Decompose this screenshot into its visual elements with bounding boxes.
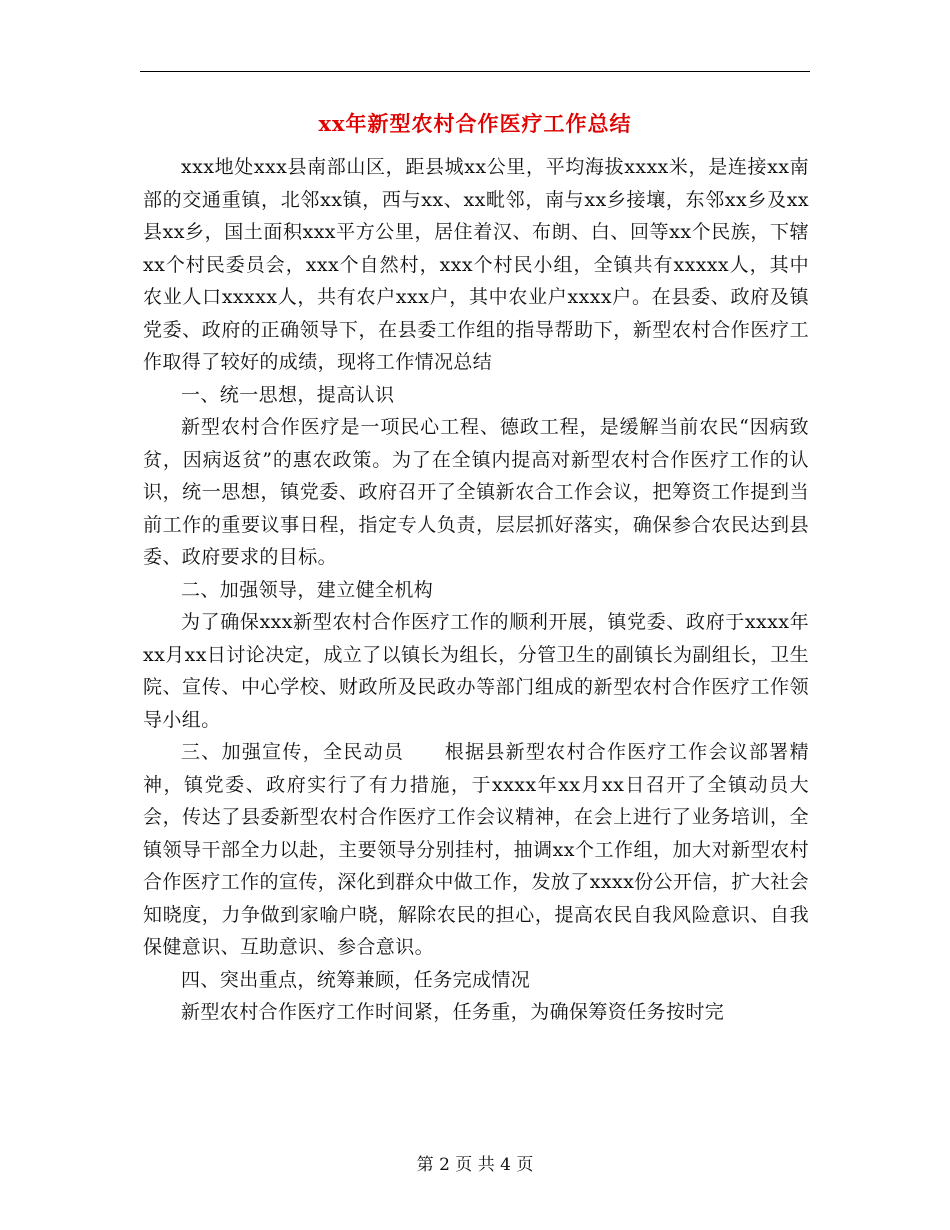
section-heading-2: 二、加强领导，建立健全机构: [181, 578, 434, 601]
section-paragraph-1: 新型农村合作医疗是一项民心工程、德政工程，是缓解当前农民“因病致贫，因病返贫”的惠农政策。为了在全镇内提高对新型农村合作医疗工作的认识，统一思想，镇党委、政府召开了全镇新农合工作会议，把筹资工作提到当前工作的重要议事日程，指定专人负责，层层抓好落实，确保参合农民达到县委、政府要求的目标。: [143, 416, 809, 568]
page-number-footer: 第 2 页 共 4 页: [416, 1155, 534, 1175]
document-body: [143, 151, 809, 1029]
section-paragraph-2: 为了确保xxx新型农村合作医疗工作的顺利开展，镇党委、政府于xxxx年xx月xx日讨论决定，成立了以镇长为组长，分管卫生的副镇长为副组长，卫生院、宣传、中心学校、财政所及民政办等部门组成的新型农村合作医疗工作领导小组。: [143, 611, 809, 731]
header-rule: [140, 71, 810, 72]
section-heading-1: 一、统一思想，提高认识: [181, 383, 395, 406]
section-heading-4: 四、突出重点，统筹兼顾，任务完成情况: [181, 968, 531, 991]
section-paragraph-3: 三、加强宣传，全民动员 根据县新型农村合作医疗工作会议部署精神，镇党委、政府实行了有力措施，于xxxx年xx月xx日召开了全镇动员大会，传达了县委新型农村合作医疗工作会议精神，在会上进行了业务培训，全镇领导干部全力以赴，主要领导分别挂村，抽调xx个工作组，加大对新型农村合作医疗工作的宣传，深化到群众中做工作，发放了xxxx份公开信，扩大社会知晓度，力争做到家喻户晓，解除农民的担心，提高农民自我风险意识、自我保健意识、互助意识、参合意识。: [143, 741, 809, 958]
section-paragraph-4: 新型农村合作医疗工作时间紧，任务重，为确保筹资任务按时完: [181, 1001, 725, 1023]
intro-paragraph: xxx地处xxx县南部山区，距县城xx公里，平均海拔xxxx米，是连接xx南部的交通重镇，北邻xx镇，西与xx、xx毗邻，南与xx乡接壤，东邻xx乡及xx县xx乡，国土面积xxx平方公里，居住着汉、布朗、白、回等xx个民族，下辖xx个村民委员会，xxx个自然村，xxx个村民小组，全镇共有xxxxx人，其中农业人口xxxxx人，共有农户xxx户，其中农业户xxxx户。在县委、政府及镇党委、政府的正确领导下，在县委工作组的指导帮助下，新型农村合作医疗工作取得了较好的成绩，现将工作情况总结: [143, 156, 809, 373]
document-title: xx年新型农村合作医疗工作总结: [318, 111, 632, 136]
